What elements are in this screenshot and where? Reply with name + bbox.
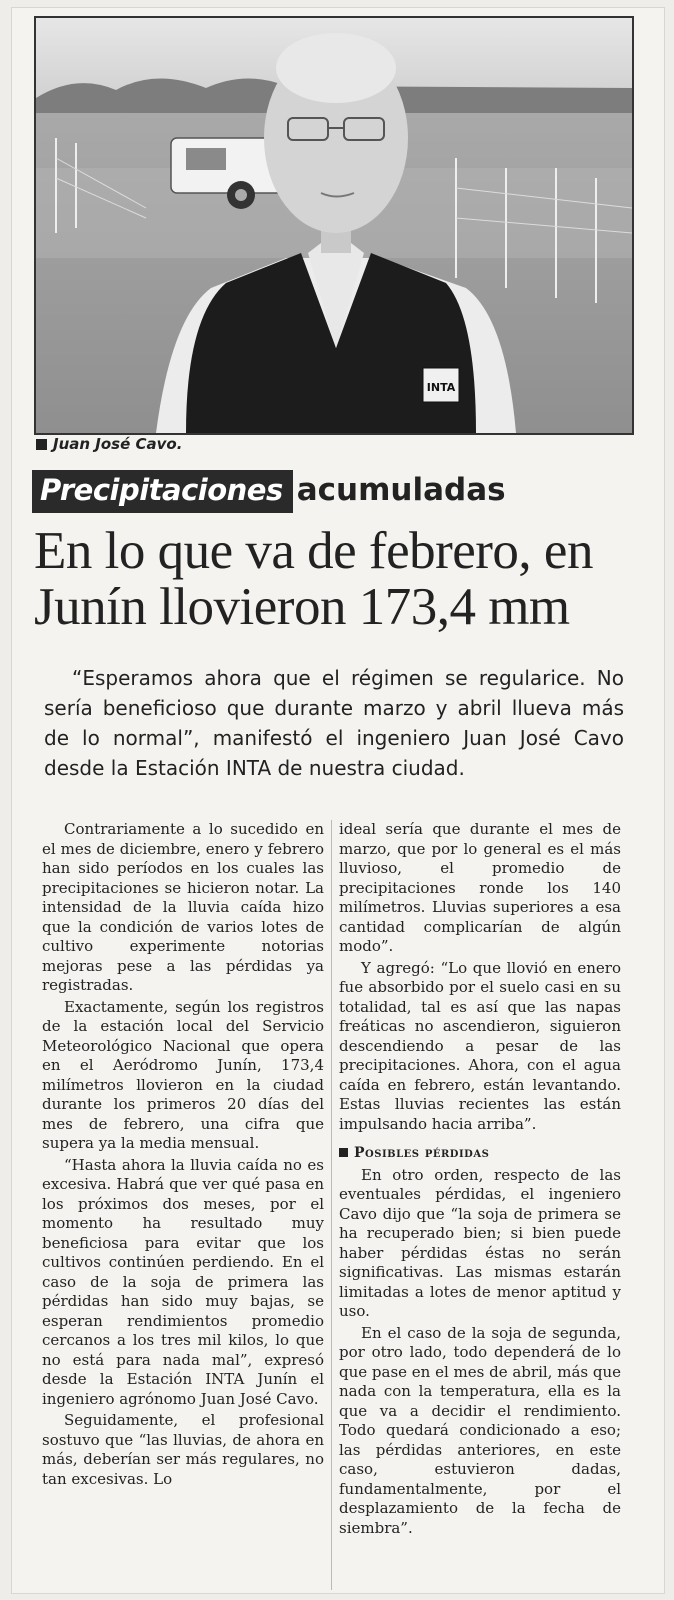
body-column-left xyxy=(42,820,324,1491)
subheading-bullet-icon xyxy=(339,1148,348,1157)
portrait-photo xyxy=(34,16,634,435)
paragraph: En otro orden, respecto de las eventuales pérdidas, el ingeniero Cavo dijo que “la soja de primera se ha recuperado bien; si bien puede haber pérdidas éstas no serán significativas. Las mismas estarán limitadas a lotes de menor aptitud y uso. xyxy=(339,1165,621,1320)
paragraph: En el caso de la soja de segunda, por otro lado, todo dependerá de lo que pase en el mes de abril, más que nada con la temperatura, ella es la que va a decidir el rendimiento. Todo quedará condicionado a eso; las pérdidas anteriores, en este caso, estuvieron dadas, fundamentalmente, por el desplazamiento de la fecha de siembra”. xyxy=(339,1323,621,1537)
caption-bullet-icon xyxy=(36,439,47,450)
photo-illustration xyxy=(36,18,632,433)
kicker-highlight: Precipitaciones xyxy=(32,470,293,513)
section-kicker xyxy=(32,470,506,518)
subheading xyxy=(339,1144,621,1164)
body-column-right xyxy=(339,820,621,1540)
paragraph: Y agregó: “Lo que llovió en enero fue absorbido por el suelo casi en su totalidad, tal es así que las napas freáticas no ascendieron, siguieron descendiendo a pesar de las precipitaciones. Ahora, con el agua caída en febrero, están levantando. Estas lluvias recientes las están impulsando hacia arriba”. xyxy=(339,958,621,1133)
paragraph: ideal sería que durante el mes de marzo, que por lo general es el más lluvioso, el promedio de precipitaciones ronde los 140 milímetros. Lluvias superiores a esa cantidad complicarían de algún modo”. xyxy=(339,820,621,955)
paragraph: Contrariamente a lo sucedido en el mes de diciembre, enero y febrero han sido períodos en los cuales las precipitaciones se hicieron notar. La intensidad de la lluvia caída hizo que la condición de varios lotes de cultivo experimente notorias mejoras pese a las pérdidas ya registradas. xyxy=(42,820,324,994)
article-headline: En lo que va de febrero, en Junín llovieron 173,4 mm xyxy=(34,522,593,636)
caption-text: Juan José Cavo. xyxy=(53,435,183,453)
article-lead xyxy=(44,663,624,783)
paragraph: “Hasta ahora la lluvia caída no es excesiva. Habrá que ver qué pasa en los próximos dos meses, por el momento ha resultado muy beneficiosa para evitar que los cultivos continúen perdiendo. En el caso de la soja de primera las pérdidas han sido muy bajas, se esperan rendimientos promedio cercanos a los tres mil kilos, lo que no está para nada mal”, expresó desde la Estación INTA Junín el ingeniero agrónomo Juan José Cavo. xyxy=(42,1155,324,1408)
photo-caption xyxy=(36,435,182,453)
newspaper-clipping xyxy=(12,8,664,1593)
lead-text: “Esperamos ahora que el régimen se regularice. No sería beneficioso que durante marzo y abril llueva más de lo normal”, manifestó el ingeniero Juan José Cavo desde la Estación INTA de nuestra ciudad. xyxy=(44,666,624,780)
vest-logo: INTA xyxy=(426,381,456,394)
column-divider xyxy=(331,820,332,1590)
paragraph: Exactamente, según los registros de la estación local del Servicio Meteorológico Nacional que opera en el Aeródromo Junín, 173,4 milímetros llovieron en la ciudad durante los primeros 20 días del mes de febrero, una cifra que supera ya la media mensual. xyxy=(42,997,324,1152)
subheading-text: Posibles pérdidas xyxy=(354,1145,490,1161)
paragraph: Seguidamente, el profesional sostuvo que “las lluvias, de ahora en más, deberían ser más regulares, no tan excesivas. Lo xyxy=(42,1411,324,1488)
kicker-rest: acumuladas xyxy=(296,472,506,508)
